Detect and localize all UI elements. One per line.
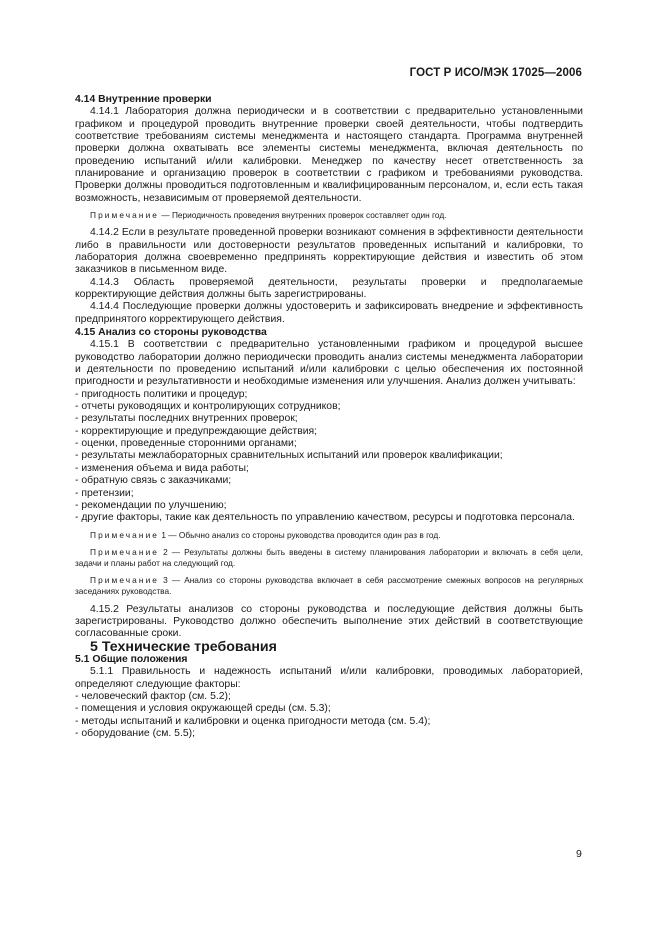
note-text: — Периодичность проведения внутренних проверок составляет один год. bbox=[161, 210, 447, 221]
note-text: 3 — Анализ со стороны руководства включает в себя рассмотрение смежных вопросов на регулярных заседаниях руководства. bbox=[75, 575, 583, 597]
list-item: - другие факторы, такие как деятельность по управлению качеством, ресурсы и подготовка персонала. bbox=[75, 512, 575, 524]
paragraph-4-15-2: 4.15.2 Результаты анализов со стороны руководства и последующие действия должны быть зарегистрированы. Руководство должно обеспечить выполнение этих действий в соответствующие согласованные сроки. bbox=[75, 603, 583, 640]
note-4-15-2 bbox=[75, 547, 583, 569]
page-number: 9 bbox=[576, 848, 582, 860]
paragraph-4-14-2: 4.14.2 Если в результате проведенной проверки возникают сомнения в эффективности деятельности либо в правильности или достоверности результатов проведенных испытаний и калибровки, то лаборатория должна своевременно предпринять корректирующие действия и известить об этом заказчиков в письменном виде. bbox=[75, 227, 583, 276]
list-item: - рекомендации по улучшению; bbox=[75, 499, 227, 511]
section-heading-4-14: 4.14 Внутренние проверки bbox=[75, 94, 212, 105]
list-item: - результаты последних внутренних проверок; bbox=[75, 413, 298, 425]
paragraph-5-1-1: 5.1.1 Правильность и надежность испытаний и/или калибровки, проводимых лабораторией, определяют следующие факторы: bbox=[75, 666, 583, 690]
list-item: - помещения и условия окружающей среды (см. 5.3); bbox=[75, 703, 331, 715]
paragraph-4-15-1: 4.15.1 В соответствии с предварительно установленными графиком и процедурой высшее руководство лаборатории должно периодически проводить анализ системы менеджмента лаборатории и деятельности по проведению испытаний и/или калибровки с целью обеспечения их постоянной пригодности и результативности и необходимые изменения или улучшения. Анализ должен учитывать: bbox=[75, 339, 583, 388]
list-item: - корректирующие и предупреждающие действия; bbox=[75, 425, 318, 437]
chapter-title-5: 5 Технические требования bbox=[90, 638, 277, 655]
list-item: - оценки, проведенные сторонними органами; bbox=[75, 438, 297, 450]
section-heading-5-1: 5.1 Общие положения bbox=[75, 653, 188, 665]
list-item: - пригодность политики и процедур; bbox=[75, 388, 248, 400]
note-4-15-3 bbox=[75, 575, 583, 597]
list-item: - обратную связь с заказчиками; bbox=[75, 475, 232, 487]
list-item: - методы испытаний и калибровки и оценка пригодности метода (см. 5.4); bbox=[75, 715, 431, 727]
list-item: - оборудование (см. 5.5); bbox=[75, 728, 195, 739]
list-item: - результаты межлабораторных сравнительных испытаний или проверок квалификации; bbox=[75, 450, 503, 462]
note-text: 2 — Результаты должны быть введены в систему планирования лаборатории и включать в себя цели, задачи и планы работ на следующий год. bbox=[75, 546, 583, 568]
paragraph-4-14-4: 4.14.4 Последующие проверки должны удостоверить и зафиксировать внедрение и эффективность предпринятого корректирующего действия. bbox=[75, 301, 583, 325]
list-item: - претензии; bbox=[75, 487, 134, 499]
list-item: - человеческий фактор (см. 5.2); bbox=[75, 690, 231, 702]
section-heading-4-15: 4.15 Анализ со стороны руководства bbox=[75, 327, 267, 339]
paragraph-4-14-3: 4.14.3 Область проверяемой деятельности, результаты проверки и предполагаемые корректирующие действия должны быть зарегистрированы. bbox=[75, 276, 583, 301]
document-body bbox=[75, 93, 583, 740]
list-item: - отчеты руководящих и контролирующих сотрудников; bbox=[75, 401, 341, 413]
list-item: - изменения объема и вида работы; bbox=[75, 462, 249, 474]
note-4-15-1 bbox=[75, 530, 583, 541]
note-text: 1 — Обычно анализ со стороны руководства проводится один раз в год. bbox=[161, 529, 441, 540]
note-label: Примечание bbox=[90, 575, 160, 586]
note-4-14 bbox=[75, 210, 583, 221]
note-label: Примечание bbox=[90, 210, 160, 221]
document-header: ГОСТ Р ИСО/МЭК 17025—2006 bbox=[409, 67, 582, 79]
paragraph-4-14-1: 4.14.1 Лаборатория должна периодически и в соответствии с предварительно установленными графиком и процедурой проводить внутренние проверки своей деятельности, чтобы подтвердить соответствие требованиям системы менеджмента и настоящего стандарта. Программа внутренней проверки должна охватывать все элементы системы менеджмента, включая деятельность по проведению испытаний и/или калибровки. Менеджер по качеству несет ответственность за планирование и организацию проверок в соответствии с графиком и требованиями руководства. Проверки должны проводиться подготовленным и квалифицированным персоналом, и, если есть такая возможность, независимым от проверяемой деятельности. bbox=[75, 106, 583, 204]
note-label: Примечание bbox=[90, 529, 160, 540]
note-label: Примечание bbox=[90, 546, 160, 557]
